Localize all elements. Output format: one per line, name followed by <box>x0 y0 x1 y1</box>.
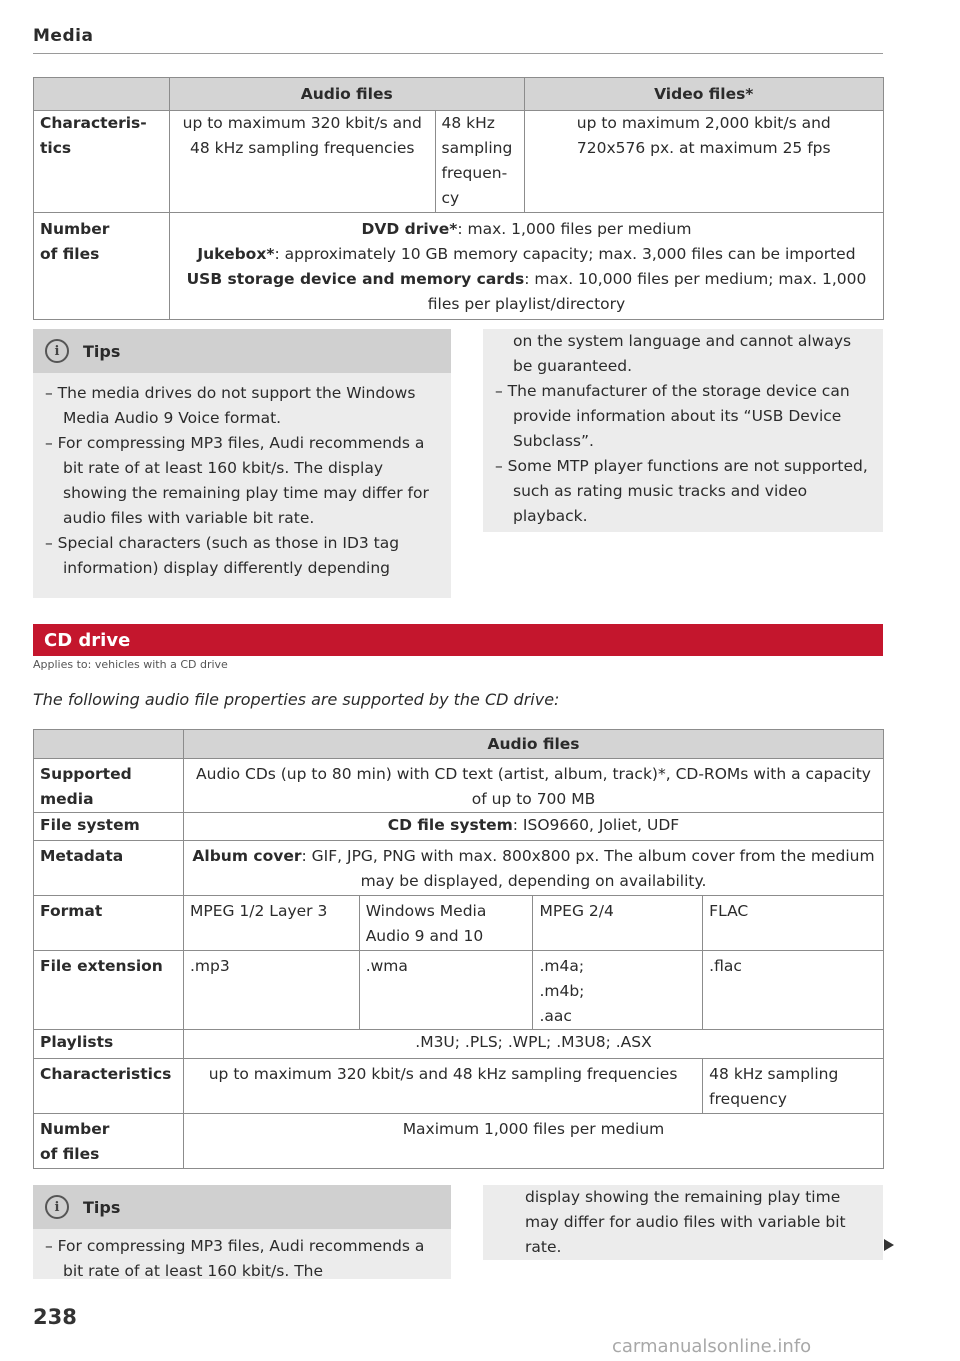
header-rule <box>33 53 883 54</box>
tip-item: – For compressing MP3 files, Audi recommends a bit rate of at least 160 kbit/s. The display showing the remaining play time may differ for audio files with variable bit rate. <box>45 434 429 527</box>
tips-box-right <box>483 329 883 532</box>
cell-number-of-files <box>169 213 883 320</box>
tips-list-continued <box>483 329 883 532</box>
row-label-playlists: Playlists <box>34 1030 184 1059</box>
cell-format: Windows Media Audio 9 and 10 <box>359 896 533 951</box>
row-label-file-system: File system <box>34 813 184 841</box>
cell-characteristics-sampling: 48 kHz sampling frequency <box>703 1059 884 1114</box>
tip-item: – Some MTP player functions are not supported, such as rating music tracks and video playback. <box>495 457 868 525</box>
tips-box-left <box>33 329 451 598</box>
media-spec-table <box>33 77 884 320</box>
jukebox-label: Jukebox* <box>197 245 275 263</box>
cell-supported-media: Audio CDs (up to 80 min) with CD text (artist, album, track)*, CD-ROMs with a capacity of up to 700 MB <box>183 759 883 813</box>
col-header-audio: Audio files <box>169 78 524 111</box>
cell-extension: .flac <box>703 951 884 1030</box>
row-label-format: Format <box>34 896 184 951</box>
cell-audio-characteristics: up to maximum 320 kbit/s and 48 kHz sampling frequencies <box>169 111 435 213</box>
cell-video-characteristics: up to maximum 2,000 kbit/s and 720x576 px. at maximum 25 fps <box>524 111 884 213</box>
intro-text: The following audio file properties are supported by the CD drive: <box>33 690 560 709</box>
tip-item: on the system language and cannot always be guaranteed. <box>513 332 852 375</box>
col-header-video: Video files* <box>524 78 884 111</box>
section-title: Media <box>33 26 94 46</box>
cd-file-system-label: CD file system <box>387 816 513 834</box>
row-label-number-of-files: Number of files <box>34 1114 184 1169</box>
row-label-file-extension: File extension <box>34 951 184 1030</box>
tip-item: – The media drives do not support the Windows Media Audio 9 Voice format. <box>45 384 416 427</box>
cell-characteristics: up to maximum 320 kbit/s and 48 kHz sampling frequencies <box>183 1059 702 1114</box>
cell-number-of-files: Maximum 1,000 files per medium <box>183 1114 883 1169</box>
col-header-audio: Audio files <box>183 730 883 759</box>
cell-metadata <box>183 841 883 896</box>
cell-format: FLAC <box>703 896 884 951</box>
cd-spec-table <box>33 729 884 1169</box>
watermark: carmanualsonline.info <box>612 1336 812 1357</box>
jukebox-text: : approximately 10 GB memory capacity; max. 3,000 files can be imported <box>274 245 856 263</box>
tip-item: display showing the remaining play time may differ for audio files with variable bit rate. <box>525 1188 846 1256</box>
cell-audio-sampling: 48 kHz sampling frequen- cy <box>435 111 524 213</box>
cell-file-system <box>183 813 883 841</box>
tip-item: – Special characters (such as those in ID3 tag information) display differently depending <box>45 534 400 577</box>
row-label-characteristics: Characteris- tics <box>34 111 170 213</box>
dvd-drive-text: : max. 1,000 files per medium <box>457 220 692 238</box>
cell-extension: .m4a; .m4b; .aac <box>533 951 703 1030</box>
row-label-characteristics: Characteristics <box>34 1059 184 1114</box>
dvd-drive-label: DVD drive* <box>361 220 458 238</box>
tips-list <box>33 373 451 587</box>
page-number: 238 <box>33 1305 77 1329</box>
applies-to-text: Applies to: vehicles with a CD drive <box>33 658 228 671</box>
usb-text: : max. 10,000 files per medium; max. 1,000 files per playlist/directory <box>427 270 867 313</box>
album-cover-label: Album cover <box>192 847 302 865</box>
table-corner <box>34 78 170 111</box>
continue-arrow-icon <box>884 1239 894 1251</box>
info-icon: i <box>45 339 69 363</box>
tips-title: Tips <box>83 1197 121 1217</box>
tips-box-right-2 <box>483 1185 883 1260</box>
tips-list-continued <box>483 1185 883 1260</box>
cd-drive-heading: CD drive <box>33 624 883 656</box>
row-label-number-of-files: Number of files <box>34 213 170 320</box>
cd-file-system-text: : ISO9660, Joliet, UDF <box>512 816 680 834</box>
cell-format: MPEG 2/4 <box>533 896 703 951</box>
table-corner <box>34 730 184 759</box>
info-icon: i <box>45 1195 69 1219</box>
tips-header <box>33 1185 451 1229</box>
tips-list <box>33 1229 451 1279</box>
cell-extension: .wma <box>359 951 533 1030</box>
tips-header <box>33 329 451 373</box>
tips-title: Tips <box>83 341 121 361</box>
album-cover-text: : GIF, JPG, PNG with max. 800x800 px. The album cover from the medium may be displayed, depending on availability. <box>301 847 875 890</box>
cell-extension: .mp3 <box>183 951 359 1030</box>
row-label-supported-media: Supported media <box>34 759 184 813</box>
cell-format: MPEG 1/2 Layer 3 <box>183 896 359 951</box>
tips-box-left-2 <box>33 1185 451 1279</box>
cell-playlists: .M3U; .PLS; .WPL; .M3U8; .ASX <box>183 1030 883 1059</box>
tip-item: – For compressing MP3 files, Audi recommends a bit rate of at least 160 kbit/s. The <box>45 1237 425 1279</box>
row-label-metadata: Metadata <box>34 841 184 896</box>
usb-label: USB storage device and memory cards <box>186 270 525 288</box>
tip-item: – The manufacturer of the storage device can provide information about its “USB Device Subclass”. <box>495 382 850 450</box>
